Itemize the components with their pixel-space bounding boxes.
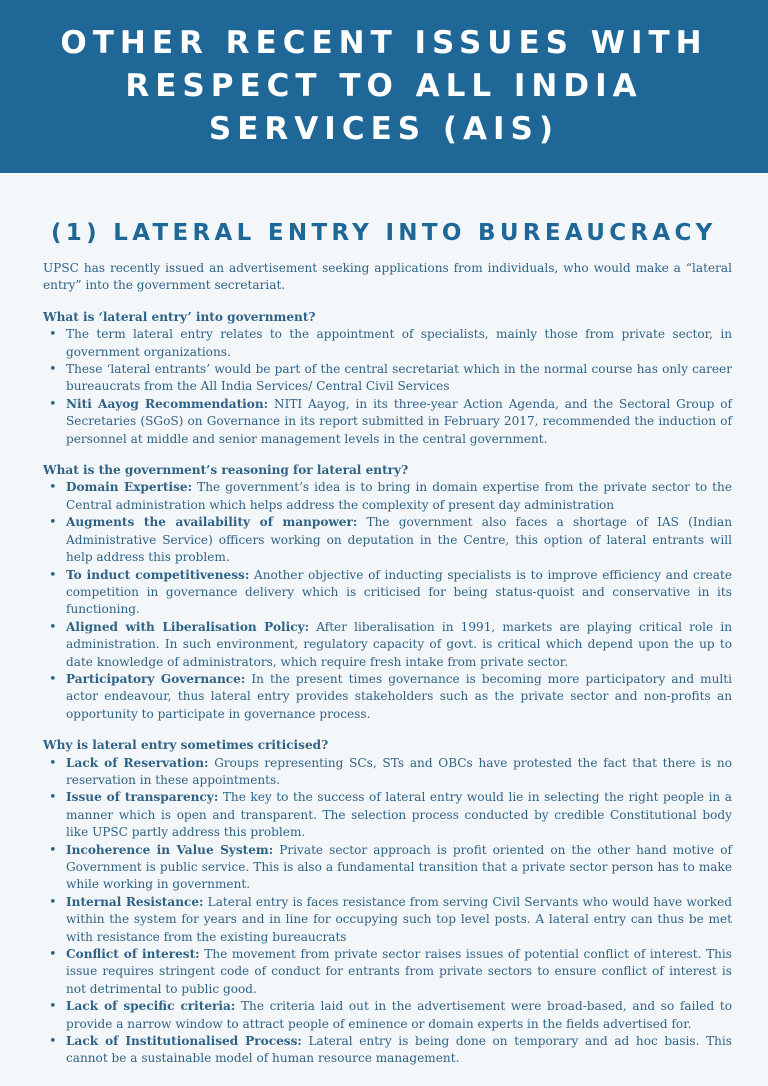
list-item [66, 998, 732, 1033]
item-text: Groups representing SCs, STs and OBCs have protested the fact that there is no reservation in these appointments. [66, 755, 732, 787]
item-text: Lateral entry is being done on temporary and ad hoc basis. This cannot be a sustainable model of human resource management. [66, 1034, 733, 1066]
item-label: Incoherence in Value System: [66, 842, 274, 857]
item-label: Lack of specific criteria: [66, 999, 236, 1014]
list-item [66, 1033, 732, 1068]
item-text: The government also faces a shortage of IAS (Indian Administrative Service) officers working on deputation in the Centre, this option of lateral entrants will help address this problem. [66, 515, 732, 565]
list-item [66, 619, 732, 671]
intro-paragraph: UPSC has recently issued an advertisement seeking applications from individuals, who would make a “lateral entry” into the government secretariat. [43, 261, 732, 293]
item-text: The criteria laid out in the advertisement were broad-based, and so failed to provide a narrow window to attract people of eminence or domain experts in the fields advertised for. [66, 999, 732, 1031]
item-label: Issue of transparency: [66, 790, 219, 805]
item-label: Internal Resistance: [66, 894, 204, 909]
item-label: Domain Expertise: [66, 480, 193, 495]
list-item [66, 894, 732, 946]
list-item [66, 396, 732, 448]
list-item [66, 326, 732, 361]
item-text: The government’s idea is to bring in domain expertise from the private sector to the Central administration which helps address the complexity of present day administration [66, 480, 732, 512]
list-item [66, 755, 732, 790]
question-heading: What is ‘lateral entry’ into government? [43, 309, 316, 324]
item-label: Augments the availability of manpower: [66, 515, 358, 530]
question-heading: Why is lateral entry sometimes criticised? [43, 738, 329, 753]
item-label: Lack of Institutionalised Process: [66, 1034, 302, 1049]
header-banner [0, 0, 768, 173]
item-label: Participatory Governance: [66, 671, 246, 686]
item-label: Niti Aayog Recommendation: [66, 396, 269, 411]
list-item [66, 479, 732, 514]
list-item [66, 842, 732, 894]
item-text: These ‘lateral entrants’ would be part of the central secretariat which in the normal course has only career bureaucrats from the All India Services/ Central Civil Services [66, 362, 732, 394]
item-text: The key to the success of lateral entry would lie in selecting the right people in a manner which is open and transparent. The selection process conducted by credible Constitutional body like UPSC partly address this problem. [66, 790, 732, 840]
page-title: OTHER RECENT ISSUES WITH RESPECT TO ALL INDIA SERVICES (AIS) [60, 25, 708, 147]
list-item [66, 671, 732, 723]
list-item [66, 361, 732, 396]
item-text: Private sector approach is profit oriented on the other hand motive of Government is public service. This is also a fundamental transition that a private sector person has to make while working in government. [66, 842, 732, 892]
item-text: The term lateral entry relates to the appointment of specialists, mainly those from private sector, in government organizations. [66, 327, 732, 359]
list-item [66, 789, 732, 841]
question-heading: What is the government’s reasoning for lateral entry? [43, 463, 409, 478]
list-item [66, 567, 732, 619]
bullet-list [43, 326, 732, 448]
item-label: Conflict of interest: [66, 947, 200, 962]
item-text: Another objective of inducting specialists is to improve efficiency and create competition in governance delivery which is criticised for being status-quoist and conservative in its functioning. [66, 567, 732, 617]
list-item [66, 946, 732, 998]
item-text: The movement from private sector raises issues of potential conflict of interest. This issue requires stringent code of conduct for entrants from private sectors to ensure conflict of interest is not detrimental to public good. [66, 947, 732, 996]
item-text: After liberalisation in 1991, markets are playing critical role in administration. In such environment, regulatory capacity of govt. is critical which depend upon the up to date knowledge of administrators, which require fresh intake from private sector. [66, 619, 732, 669]
item-text: NITI Aayog, in its three-year Action Agenda, and the Sectoral Group of Secretaries (SGoS) on Governance in its report submitted in February 2017, recommended the induction of personnel at middle and senior management levels in the central government. [66, 396, 732, 446]
item-label: To induct competitiveness: [66, 567, 250, 582]
list-item [66, 514, 732, 566]
item-text: In the present times governance is becoming more participatory and multi actor endeavour, thus lateral entry provides stakeholders such as the private sector and non-profits an opportunity to participate in governance process. [66, 671, 732, 721]
section-heading: (1) LATERAL ENTRY INTO BUREAUCRACY [51, 220, 717, 246]
item-text: Lateral entry is faces resistance from serving Civil Servants who would have worked within the system for years and in line for occupying such top level posts. A lateral entry can thus be met with resistance from the existing bureaucrats [66, 894, 732, 944]
item-label: Aligned with Liberalisation Policy: [66, 619, 310, 634]
item-label: Lack of Reservation: [66, 755, 209, 770]
bullet-list [43, 755, 732, 1068]
main-content [0, 220, 768, 1068]
bullet-list [43, 479, 732, 723]
